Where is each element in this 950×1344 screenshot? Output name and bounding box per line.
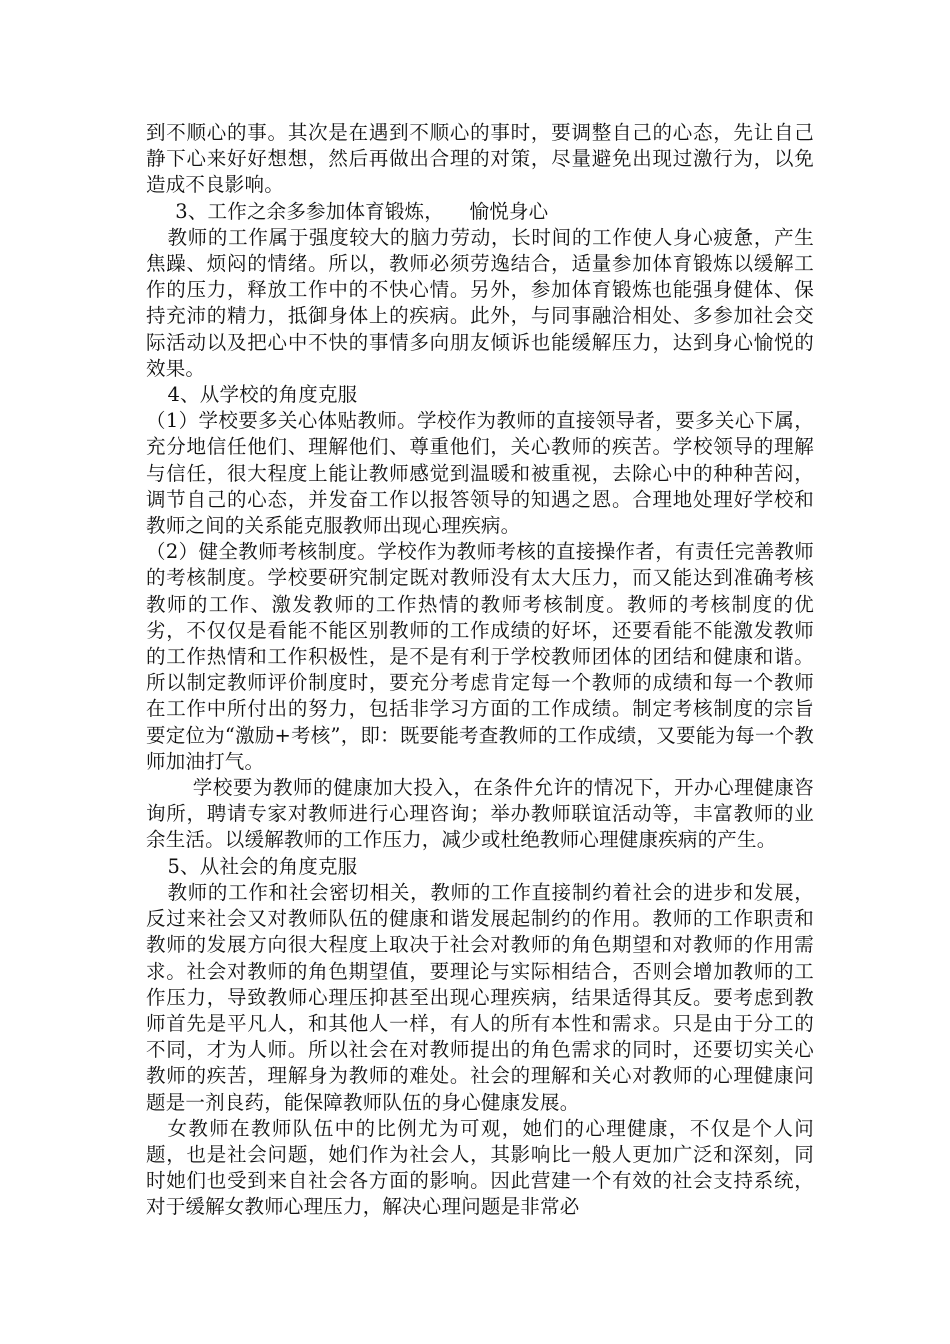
paragraph-continuation: 到不顺心的事。其次是在遇到不顺心的事时，要调整自己的心态，先让自己静下心来好好想想，然后再做出合理的对策，尽量避免出现过激行为，以免造成不良影响。 [146, 121, 814, 197]
paragraph-female-teachers: 女教师在教师队伍中的比例尤为可观，她们的心理健康，不仅是个人问题，也是社会问题，她们作为社会人，其影响比一般人更加广泛和深刻，同时她们也受到来自社会各方面的影响。因此营建一个有效的社会支持系统，对于缓解女教师心理压力，解决心理问题是非常必 [146, 1116, 814, 1219]
section-heading-4: 4、从学校的角度克服 [167, 383, 358, 407]
document-page [146, 120, 814, 1221]
section-heading-5: 5、从社会的角度克服 [167, 854, 358, 878]
paragraph-health-investment: 学校要为教师的健康加大投入，在条件允许的情况下，开办心理健康咨询所，聘请专家对教师进行心理咨询；举办教师联谊活动等，丰富教师的业余生活。以缓解教师的工作压力，减少或杜绝教师心理健康疾病的产生。 [146, 776, 814, 852]
section-heading-3: 3、工作之余多参加体育锻炼， 愉悦身心 [175, 199, 549, 223]
paragraph-exercise: 教师的工作属于强度较大的脑力劳动，长时间的工作使人身心疲惫，产生焦躁、烦闷的情绪。所以，教师必须劳逸结合，适量参加体育锻炼以缓解工作的压力，释放工作中的不快心情。另外，参加体育锻炼也能强身健体、保持充沛的精力，抵御身体上的疾病。此外，与同事融洽相处、多参加社会交际活动以及把心中不快的事情多向朋友倾诉也能缓解压力，达到身心愉悦的效果。 [146, 225, 814, 380]
paragraph-school-care: （1）学校要多关心体贴教师。学校作为教师的直接领导者，要多关心下属，充分地信任他们、理解他们、尊重他们，关心教师的疾苦。学校领导的理解与信任，很大程度上能让教师感觉到温暖和被重视，去除心中的种种苦闷，调节自己的心态，并发奋工作以报答领导的知遇之恩。合理地处理好学校和教师之间的关系能克服教师出现心理疾病。 [146, 409, 814, 538]
paragraph-assessment-system: （2）健全教师考核制度。学校作为教师考核的直接操作者，有责任完善教师的考核制度。学校要研究制定既对教师没有太大压力，而又能达到准确考核教师的工作、激发教师的工作热情的教师考核制度。教师的考核制度的优劣，不仅仅是看能不能区别教师的工作成绩的好坏，还要看能不能激发教师的工作热情和工作积极性，是不是有利于学校教师团体的团结和健康和谐。所以制定教师评价制度时，要充分考虑肯定每一个教师的成绩和每一个教师在工作中所付出的努力，包括非学习方面的工作成绩。制定考核制度的宗旨要定位为“激励+考核”，即：既要能考查教师的工作成绩，又要能为每一个教师加油打气。 [146, 540, 814, 773]
paragraph-society: 教师的工作和社会密切相关，教师的工作直接制约着社会的进步和发展，反过来社会又对教师队伍的健康和谐发展起制约的作用。教师的工作职责和教师的发展方向很大程度上取决于社会对教师的角色期望和对教师的作用需求。社会对教师的角色期望值，要理论与实际相结合，否则会增加教师的工作压力，导致教师心理压抑甚至出现心理疾病，结果适得其反。要考虑到教师首先是平凡人，和其他人一样，有人的所有本性和需求。只是由于分工的不同，才为人师。所以社会在对教师提出的角色需求的同时，还要切实关心教师的疾苦，理解身为教师的难处。社会的理解和关心对教师的心理健康问题是一剂良药，能保障教师队伍的身心健康发展。 [146, 880, 814, 1114]
